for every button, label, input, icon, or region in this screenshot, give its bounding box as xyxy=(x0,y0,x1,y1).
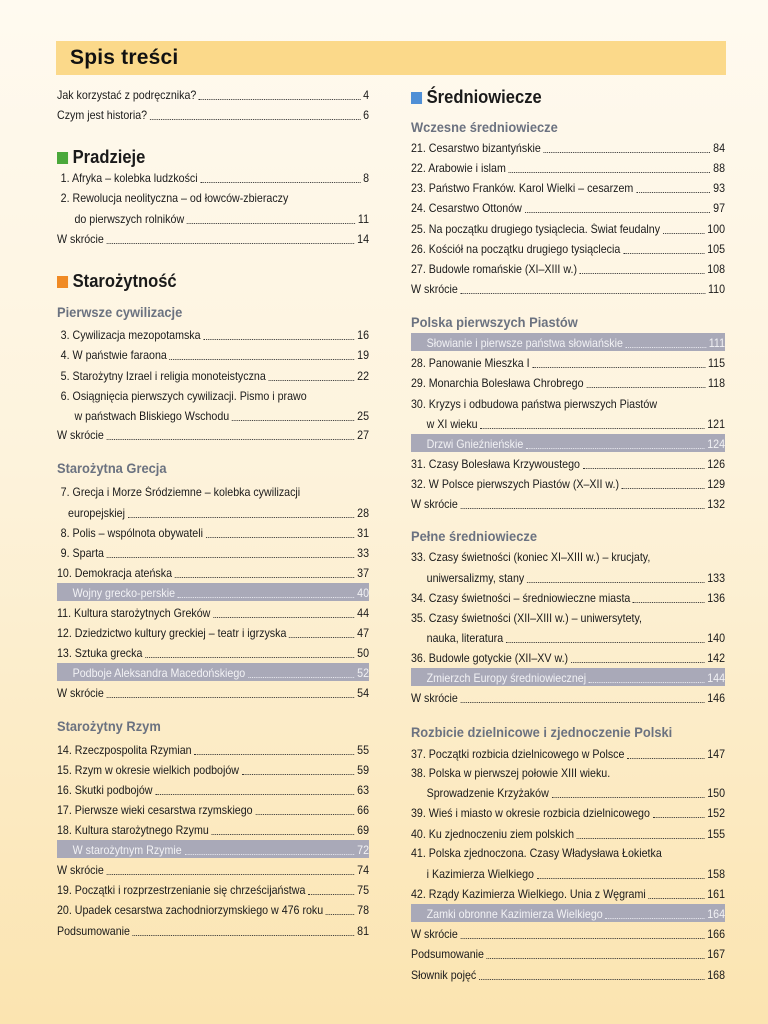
page-number: 158 xyxy=(707,868,726,881)
toc-entry-1-afryka-kolebka-ludzkosci[interactable] xyxy=(57,168,369,186)
toc-entry-title: 15. Rzym w okresie wielkich podbojów xyxy=(57,764,240,777)
toc-entry-title: 39. Wieś i miasto w okresie rozbicia dzielnicowego xyxy=(411,807,650,820)
toc-entry-title: 23. Państwo Franków. Karol Wielki – cesarzem xyxy=(411,182,634,195)
toc-entry-title: i Kazimierza Wielkiego xyxy=(426,868,534,881)
toc-entry-28-panowanie-mieszka-i[interactable] xyxy=(411,353,725,371)
dot-leader xyxy=(552,797,705,798)
toc-entry-title: Podboje Aleksandra Macedońskiego xyxy=(72,667,246,680)
toc-entry-title: W skrócie xyxy=(411,692,458,705)
dot-leader xyxy=(622,488,705,489)
dot-leader xyxy=(544,152,711,153)
toc-entry-title: 21. Cesarstwo bizantyńskie xyxy=(411,142,541,155)
toc-entry-32-w-polsce-pierwszych-piastow-x-xii-w[interactable] xyxy=(411,474,725,492)
toc-entry-title: 5. Starożytny Izrael i religia monoteistyczna xyxy=(60,370,266,383)
dot-leader xyxy=(232,420,354,421)
toc-entry-24-cesarstwo-ottonow[interactable] xyxy=(411,198,725,216)
toc-entry-drzwi-gnieznienskie[interactable] xyxy=(411,434,725,452)
page-number: 150 xyxy=(707,787,726,800)
toc-entry-title: 25. Na początku drugiego tysiąclecia. Świat feudalny xyxy=(411,223,661,236)
toc-entry-3-cywilizacja-mezopotamska[interactable] xyxy=(57,325,369,343)
dot-leader xyxy=(586,387,705,388)
page-number: 33 xyxy=(357,547,370,560)
toc-entry-23-panstwo-frankow-karol-wielki-cesarzem[interactable] xyxy=(411,178,725,196)
toc-entry-title: europejskiej xyxy=(68,507,125,520)
dot-leader xyxy=(175,577,355,578)
toc-entry-title: w państwach Bliskiego Wschodu xyxy=(74,410,230,423)
dot-leader xyxy=(107,439,355,440)
page-number: 93 xyxy=(713,182,726,195)
toc-entry-title: 28. Panowanie Mieszka I xyxy=(411,357,530,370)
chapter-color-square-icon xyxy=(57,152,68,164)
toc-entry-20-upadek-cesarstwa-zachodniorzymskiego-[interactable] xyxy=(57,900,369,918)
page-number: 54 xyxy=(357,687,370,700)
page-number: 37 xyxy=(357,567,370,580)
dot-leader xyxy=(128,517,355,518)
dot-leader xyxy=(479,979,704,980)
page-number: 88 xyxy=(713,162,726,175)
page-number: 72 xyxy=(357,844,370,857)
toc-entry-title: 4. W państwie faraona xyxy=(60,349,167,362)
dot-leader xyxy=(150,119,360,120)
page-number: 16 xyxy=(357,329,370,342)
subheading-pierwsze-cywilizacje: Pierwsze cywilizacje xyxy=(57,304,183,320)
page-number: 40 xyxy=(357,587,370,600)
page-number: 97 xyxy=(713,202,726,215)
dot-leader xyxy=(107,557,355,558)
page-number: 126 xyxy=(707,458,726,471)
dot-leader xyxy=(506,642,705,643)
dot-leader xyxy=(199,99,360,100)
chapter-title: Średniowiecze xyxy=(426,87,542,107)
dot-leader xyxy=(289,637,354,638)
toc-entry-title: 2. Rewolucja neolityczna – od łowców-zbieraczy xyxy=(60,192,289,205)
page-number: 124 xyxy=(707,438,726,451)
toc-entry-slownik-pojec[interactable] xyxy=(411,965,725,983)
dot-leader xyxy=(653,817,705,818)
toc-entry-title: W starożytnym Rzymie xyxy=(72,844,182,857)
page-number: 27 xyxy=(357,429,370,442)
subheading-wczesne-sredniowiecze: Wczesne średniowiecze xyxy=(411,119,558,135)
toc-entry-title: Słownik pojęć xyxy=(411,969,477,982)
toc-entry-title: Czym jest historia? xyxy=(57,109,148,122)
dot-leader xyxy=(187,223,355,224)
dot-leader xyxy=(203,339,354,340)
dot-leader xyxy=(480,428,704,429)
dot-leader xyxy=(525,212,711,213)
page-number: 105 xyxy=(707,243,726,256)
toc-entry-w-skrocie[interactable] xyxy=(57,229,369,247)
page-number: 22 xyxy=(357,370,370,383)
toc-entry-19-poczatki-i-rozprzestrzenianie-sie-chr[interactable] xyxy=(57,880,369,898)
toc-entry-title: 13. Sztuka grecka xyxy=(57,647,143,660)
toc-entry-26-kosciol-na-poczatku-drugiego-tysiacle[interactable] xyxy=(411,239,725,257)
toc-entry-title: 42. Rządy Kazimierza Wielkiego. Unia z Węgrami xyxy=(411,888,646,901)
dot-leader xyxy=(583,468,705,469)
dot-leader xyxy=(633,602,704,603)
toc-entry-europejskiej[interactable] xyxy=(57,503,369,521)
toc-entry-17-pierwsze-wieki-cesarstwa-rzymskiego[interactable] xyxy=(57,800,369,818)
toc-entry-21-cesarstwo-bizantynskie[interactable] xyxy=(411,138,725,156)
toc-entry-title: 24. Cesarstwo Ottonów xyxy=(411,202,522,215)
toc-entry-42-rzady-kazimierza-wielkiego-unia-z-weg[interactable] xyxy=(411,884,725,902)
toc-entry-37-poczatki-rozbicia-dzielnicowego-w-pol[interactable] xyxy=(411,744,725,762)
page-number: 146 xyxy=(707,692,726,705)
page-number: 144 xyxy=(707,672,726,685)
page-number: 84 xyxy=(713,142,726,155)
page-number: 63 xyxy=(357,784,370,797)
dot-leader xyxy=(461,938,705,939)
toc-entry-w-skrocie[interactable] xyxy=(411,688,725,706)
page-number: 147 xyxy=(707,748,726,761)
toc-entry-title: nauka, literatura xyxy=(426,632,504,645)
toc-entry-39-wies-i-miasto-w-okresie-rozbicia-dzie[interactable] xyxy=(411,803,725,821)
page-number: 28 xyxy=(357,507,370,520)
subheading-pelne-sredniowiecze: Pełne średniowiecze xyxy=(411,528,537,544)
page-number: 133 xyxy=(707,572,726,585)
toc-entry-title: w XI wieku xyxy=(426,418,478,431)
page-number: 166 xyxy=(707,928,726,941)
toc-entry-title: 40. Ku zjednoczeniu ziem polskich xyxy=(411,828,575,841)
page-number: 8 xyxy=(363,172,370,185)
toc-entry-title: 3. Cywilizacja mezopotamska xyxy=(60,329,201,342)
toc-entry-25-na-poczatku-drugiego-tysiaclecia-swia[interactable] xyxy=(411,219,725,237)
toc-entry-6-osiagniecia-pierwszych-cywilizacji-pis[interactable] xyxy=(57,386,369,404)
toc-entry-13-sztuka-grecka[interactable] xyxy=(57,643,369,661)
toc-entry-w-skrocie[interactable] xyxy=(411,494,725,512)
page-number: 164 xyxy=(707,908,726,921)
toc-entry-title: Słowianie i pierwsze państwa słowiańskie xyxy=(426,337,623,350)
toc-entry-34-czasy-swietnosci-sredniowieczne-miast[interactable] xyxy=(411,588,725,606)
page-title: Spis treści xyxy=(70,46,179,69)
toc-entry-title: Wojny grecko-perskie xyxy=(72,587,176,600)
dot-leader xyxy=(248,677,354,678)
toc-entry-15-rzym-w-okresie-wielkich-podbojow[interactable] xyxy=(57,760,369,778)
toc-entry-title: 36. Budowle gotyckie (XII–XV w.) xyxy=(411,652,569,665)
toc-entry-title: 22. Arabowie i islam xyxy=(411,162,506,175)
toc-entry-title: 7. Grecja i Morze Śródziemne – kolebka cywilizacji xyxy=(60,486,301,499)
dot-leader xyxy=(184,854,354,855)
toc-entry-11-kultura-starozytnych-grekow[interactable] xyxy=(57,603,369,621)
page-number: 167 xyxy=(707,948,726,961)
toc-entry-title: W skrócie xyxy=(57,233,104,246)
toc-entry-title: 41. Polska zjednoczona. Czasy Władysława Łokietka xyxy=(411,847,662,860)
dot-leader xyxy=(308,894,354,895)
dot-leader xyxy=(487,958,705,959)
dot-leader xyxy=(649,898,705,899)
toc-entry-35-czasy-swietnosci-xii-xiii-w-uniwersyt[interactable] xyxy=(411,608,725,626)
page-number: 25 xyxy=(357,410,370,423)
toc-entry-title: Zmierzch Europy średniowiecznej xyxy=(426,672,587,685)
page-number: 155 xyxy=(707,828,726,841)
page-number: 132 xyxy=(707,498,726,511)
dot-leader xyxy=(107,874,355,875)
toc-entry-33-czasy-swietnosci-koniec-xi-xiii-w-kru[interactable] xyxy=(411,547,725,565)
page-number: 140 xyxy=(707,632,726,645)
page-number: 6 xyxy=(363,109,370,122)
page-number: 111 xyxy=(708,337,726,350)
toc-entry-title: 8. Polis – wspólnota obywateli xyxy=(60,527,203,540)
toc-entry-title: Drzwi Gnieźnieńskie xyxy=(426,438,524,451)
toc-entry-9-sparta[interactable] xyxy=(57,543,369,561)
page-number: 50 xyxy=(357,647,370,660)
toc-entry-w-skrocie[interactable] xyxy=(411,279,725,297)
dot-leader xyxy=(242,774,355,775)
toc-entry-czym-jest-historia[interactable] xyxy=(57,105,369,123)
page-number: 161 xyxy=(707,888,726,901)
page-number: 129 xyxy=(707,478,726,491)
toc-entry-title: 32. W Polsce pierwszych Piastów (X–XII w.) xyxy=(411,478,620,491)
toc-entry-22-arabowie-i-islam[interactable] xyxy=(411,158,725,176)
chapter-color-square-icon xyxy=(411,92,422,104)
toc-entry-7-grecja-i-morze-srodziemne-kolebka-cywi[interactable] xyxy=(57,482,369,500)
dot-leader xyxy=(580,273,705,274)
page-number: 78 xyxy=(357,904,370,917)
toc-entry-podsumowanie[interactable] xyxy=(57,921,369,939)
dot-leader xyxy=(206,537,355,538)
toc-entry-zmierzch-europy-sredniowiecznej[interactable] xyxy=(411,668,725,686)
page-number: 152 xyxy=(707,807,726,820)
subheading-starozytna-grecja: Starożytna Grecja xyxy=(57,460,167,476)
toc-entry-title: W skrócie xyxy=(411,928,458,941)
toc-entry-title: 9. Sparta xyxy=(60,547,104,560)
page-number: 47 xyxy=(357,627,370,640)
toc-entry-title: W skrócie xyxy=(57,687,104,700)
dot-leader xyxy=(212,834,355,835)
toc-entry-title: 16. Skutki podbojów xyxy=(57,784,153,797)
toc-entry-title: W skrócie xyxy=(411,498,458,511)
toc-entry-12-dziedzictwo-kultury-greckiej-teatr-i-[interactable] xyxy=(57,623,369,641)
toc-entry-wojny-grecko-perskie[interactable] xyxy=(57,583,369,601)
dot-leader xyxy=(527,582,704,583)
toc-entry-w-xi-wieku[interactable] xyxy=(411,414,725,432)
toc-entry-29-monarchia-boleslawa-chrobrego[interactable] xyxy=(411,373,725,391)
dot-leader xyxy=(213,617,354,618)
page-number: 100 xyxy=(707,223,726,236)
dot-leader xyxy=(623,253,704,254)
toc-entry-title: 6. Osiągnięcia pierwszych cywilizacji. Pismo i prawo xyxy=(60,390,307,403)
dot-leader xyxy=(537,878,705,879)
title-bar xyxy=(56,41,726,75)
page-number: 52 xyxy=(357,667,370,680)
dot-leader xyxy=(178,597,355,598)
chapter-starozytnosc xyxy=(57,271,177,292)
dot-leader xyxy=(326,914,354,915)
toc-entry-uniwersalizmy-stany[interactable] xyxy=(411,568,725,586)
toc-entry-sprowadzenie-krzyzakow[interactable] xyxy=(411,783,725,801)
dot-leader xyxy=(532,367,705,368)
dot-leader xyxy=(461,293,706,294)
dot-leader xyxy=(107,243,355,244)
toc-entry-zamki-obronne-kazimierza-wielkiego[interactable] xyxy=(411,904,725,922)
page-number: 55 xyxy=(357,744,370,757)
toc-entry-title: 37. Początki rozbicia dzielnicowego w Polsce xyxy=(411,748,625,761)
toc-entry-4-w-panstwie-faraona[interactable] xyxy=(57,345,369,363)
toc-entry-title: W skrócie xyxy=(57,429,104,442)
toc-entry-title: 38. Polska w pierwszej połowie XIII wieku. xyxy=(411,767,611,780)
toc-entry-title: 27. Budowle romańskie (XI–XIII w.) xyxy=(411,263,578,276)
subheading-rozbicie-dzielnicowe: Rozbicie dzielnicowe i zjednoczenie Polski xyxy=(411,724,673,740)
toc-entry-title: 14. Rzeczpospolita Rzymian xyxy=(57,744,192,757)
toc-entry-title: 19. Początki i rozprzestrzenianie się chrześcijaństwa xyxy=(57,884,306,897)
toc-entry-w-skrocie[interactable] xyxy=(57,860,369,878)
toc-entry-title: Sprowadzenie Krzyżaków xyxy=(426,787,549,800)
toc-entry-title: 33. Czasy świetności (koniec XI–XIII w.) – krucjaty, xyxy=(411,551,651,564)
toc-entry-31-czasy-boleslawa-krzywoustego[interactable] xyxy=(411,454,725,472)
dot-leader xyxy=(605,918,704,919)
toc-entry-title: 18. Kultura starożytnego Rzymu xyxy=(57,824,209,837)
toc-entry-title: 29. Monarchia Bolesława Chrobrego xyxy=(411,377,584,390)
toc-entry-title: Jak korzystać z podręcznika? xyxy=(57,89,197,102)
page-number: 108 xyxy=(707,263,726,276)
toc-entry-w-starozytnym-rzymie[interactable] xyxy=(57,840,369,858)
toc-entry-w-skrocie[interactable] xyxy=(411,924,725,942)
toc-entry-title: 34. Czasy świetności – średniowieczne miasta xyxy=(411,592,631,605)
page-number: 59 xyxy=(357,764,370,777)
dot-leader xyxy=(461,702,705,703)
dot-leader xyxy=(200,182,360,183)
dot-leader xyxy=(255,814,354,815)
toc-entry-i-kazimierza-wielkiego[interactable] xyxy=(411,864,725,882)
toc-entry-w-panstwach-bliskiego-wschodu[interactable] xyxy=(57,406,369,424)
dot-leader xyxy=(636,192,710,193)
dot-leader xyxy=(145,657,354,658)
toc-entry-title: 10. Demokracja ateńska xyxy=(57,567,173,580)
toc-entry-title: uniwersalizmy, stany xyxy=(426,572,525,585)
dot-leader xyxy=(461,508,705,509)
subheading-starozytny-rzym: Starożytny Rzym xyxy=(57,718,161,734)
toc-entry-jak-korzystac-z-podrecznika[interactable] xyxy=(57,85,369,103)
dot-leader xyxy=(577,838,705,839)
dot-leader xyxy=(526,448,704,449)
toc-entry-30-kryzys-i-odbudowa-panstwa-pierwszych-[interactable] xyxy=(411,394,725,412)
toc-entry-14-rzeczpospolita-rzymian[interactable] xyxy=(57,740,369,758)
toc-entry-40-ku-zjednoczeniu-ziem-polskich[interactable] xyxy=(411,824,725,842)
page-number: 142 xyxy=(707,652,726,665)
page-number: 14 xyxy=(357,233,370,246)
toc-entry-5-starozytny-izrael-i-religia-monoteisty[interactable] xyxy=(57,366,369,384)
page-number: 31 xyxy=(357,527,370,540)
page-number: 75 xyxy=(357,884,370,897)
page-number: 168 xyxy=(707,969,726,982)
dot-leader xyxy=(626,347,706,348)
toc-entry-title: 35. Czasy świetności (XII–XIII w.) – uniwersytety, xyxy=(411,612,642,625)
toc-entry-slowianie-i-pierwsze-panstwa-slowianskie[interactable] xyxy=(411,333,725,351)
dot-leader xyxy=(155,794,354,795)
chapter-color-square-icon xyxy=(57,276,68,288)
toc-entry-10-demokracja-atenska[interactable] xyxy=(57,563,369,581)
toc-entry-title: 26. Kościół na początku drugiego tysiąclecia xyxy=(411,243,621,256)
toc-entry-nauka-literatura[interactable] xyxy=(411,628,725,646)
toc-entry-18-kultura-starozytnego-rzymu[interactable] xyxy=(57,820,369,838)
toc-entry-2-rewolucja-neolityczna-od-lowcow-zbiera[interactable] xyxy=(57,188,369,206)
dot-leader xyxy=(170,359,355,360)
page-number: 110 xyxy=(708,283,726,296)
dot-leader xyxy=(107,697,355,698)
toc-entry-title: 1. Afryka – kolebka ludzkości xyxy=(60,172,198,185)
dot-leader xyxy=(627,758,704,759)
toc-entry-title: Podsumowanie xyxy=(411,948,484,961)
toc-entry-title: 30. Kryzys i odbudowa państwa pierwszych Piastów xyxy=(411,398,658,411)
dot-leader xyxy=(589,682,705,683)
page-number: 118 xyxy=(708,377,726,390)
toc-entry-16-skutki-podbojow[interactable] xyxy=(57,780,369,798)
dot-leader xyxy=(509,172,711,173)
toc-entry-41-polska-zjednoczona-czasy-wladyslawa-l[interactable] xyxy=(411,843,725,861)
toc-entry-w-skrocie[interactable] xyxy=(57,683,369,701)
page-number: 66 xyxy=(357,804,370,817)
page-number: 4 xyxy=(363,89,370,102)
page-number: 19 xyxy=(357,349,370,362)
dot-leader xyxy=(133,935,355,936)
dot-leader xyxy=(571,662,705,663)
page-number: 69 xyxy=(357,824,370,837)
toc-entry-36-budowle-gotyckie-xii-xv-w[interactable] xyxy=(411,648,725,666)
toc-entry-title: 17. Pierwsze wieki cesarstwa rzymskiego xyxy=(57,804,253,817)
page-number: 74 xyxy=(357,864,370,877)
toc-entry-title: W skrócie xyxy=(57,864,104,877)
toc-entry-podboje-aleksandra-macedonskiego[interactable] xyxy=(57,663,369,681)
toc-entry-title: do pierwszych rolników xyxy=(74,213,185,226)
toc-entry-27-budowle-romanskie-xi-xiii-w[interactable] xyxy=(411,259,725,277)
toc-entry-title: 11. Kultura starożytnych Greków xyxy=(57,607,211,620)
dot-leader xyxy=(663,233,705,234)
toc-entry-do-pierwszych-rolnikow[interactable] xyxy=(57,209,369,227)
dot-leader xyxy=(194,754,354,755)
toc-entry-title: 31. Czasy Bolesława Krzywoustego xyxy=(411,458,580,471)
toc-entry-podsumowanie[interactable] xyxy=(411,944,725,962)
subheading-polska-piastow: Polska pierwszych Piastów xyxy=(411,314,578,330)
page-number: 136 xyxy=(707,592,726,605)
page-number: 81 xyxy=(357,925,370,938)
chapter-sredniowiecze xyxy=(411,87,542,108)
toc-entry-title: Podsumowanie xyxy=(57,925,130,938)
toc-entry-title: Zamki obronne Kazimierza Wielkiego xyxy=(426,908,603,921)
page-number: 115 xyxy=(708,357,726,370)
page-number: 121 xyxy=(707,418,726,431)
page-number: 44 xyxy=(357,607,370,620)
toc-entry-8-polis-wspolnota-obywateli[interactable] xyxy=(57,523,369,541)
toc-entry-title: W skrócie xyxy=(411,283,458,296)
chapter-pradzieje xyxy=(57,147,145,168)
toc-entry-title: 20. Upadek cesarstwa zachodniorzymskiego w 476 roku xyxy=(57,904,324,917)
page-number: 11 xyxy=(357,213,370,226)
toc-entry-title: 12. Dziedzictwo kultury greckiej – teatr i igrzyska xyxy=(57,627,287,640)
toc-entry-w-skrocie[interactable] xyxy=(57,425,369,443)
dot-leader xyxy=(269,380,355,381)
chapter-title: Pradzieje xyxy=(72,147,146,167)
toc-entry-38-polska-w-pierwszej-polowie-xiii-wieku[interactable] xyxy=(411,763,725,781)
chapter-title: Starożytność xyxy=(72,271,177,291)
